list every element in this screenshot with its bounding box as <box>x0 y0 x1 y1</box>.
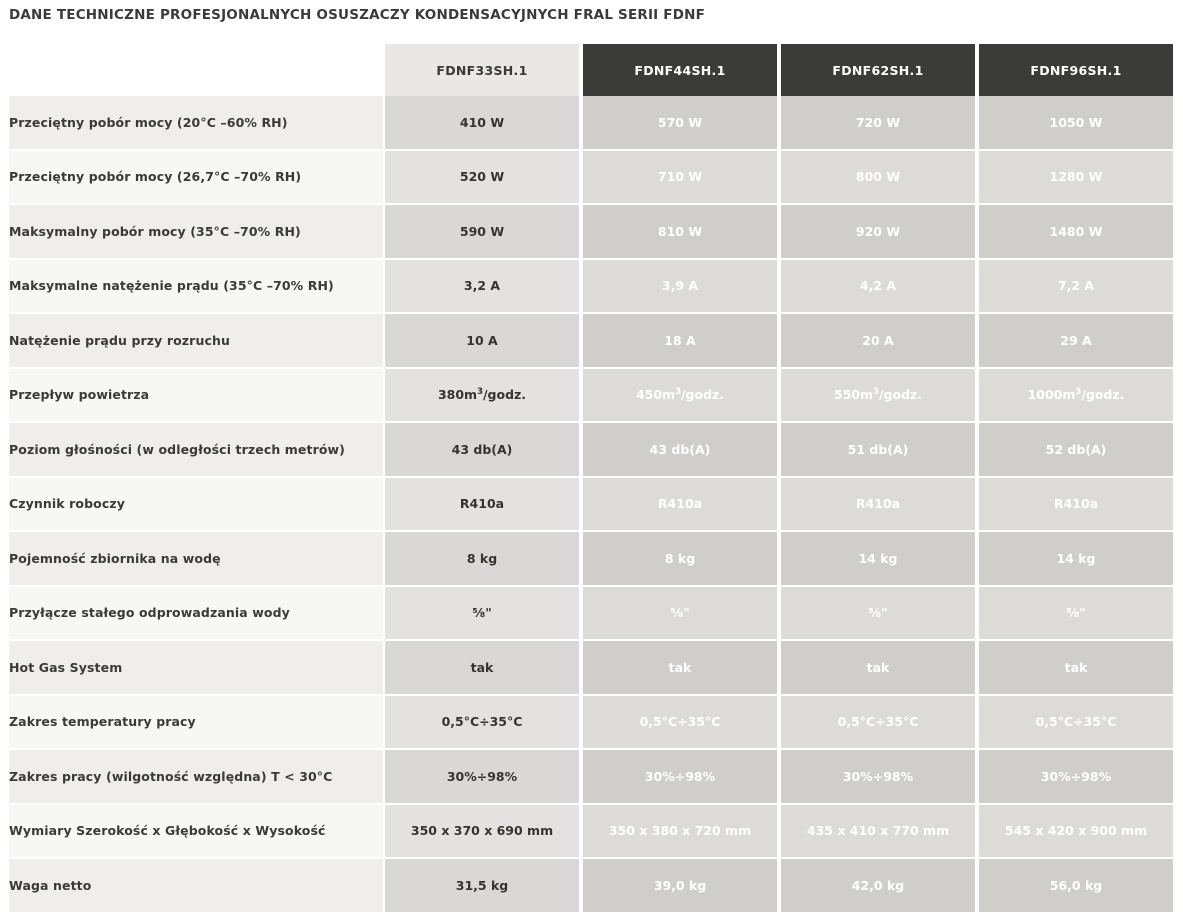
value-cell: 14 kg <box>779 532 977 587</box>
value-cell: 350 x 380 x 720 mm <box>581 805 779 860</box>
value-cell: $380m^3$/godz. <box>383 369 581 424</box>
table-row <box>9 260 1175 315</box>
value-cell: tak <box>779 641 977 696</box>
value-cell: 30%÷98% <box>581 750 779 805</box>
row-label: Maksymalne natężenie prądu (35°C –70% RH) <box>9 260 383 315</box>
value-cell: ⅝" <box>383 587 581 642</box>
table-header <box>9 44 1175 96</box>
value-cell: 39,0 kg <box>581 859 779 913</box>
row-label: Przyłącze stałego odprowadzania wody <box>9 587 383 642</box>
value-cell: 570 W <box>581 96 779 151</box>
value-cell: 1480 W <box>977 205 1175 260</box>
value-cell: 0,5°C÷35°C <box>779 696 977 751</box>
value-cell: 720 W <box>779 96 977 151</box>
model-header-0: FDNF33SH.1 <box>383 44 581 96</box>
table-row <box>9 641 1175 696</box>
value-cell: 1050 W <box>977 96 1175 151</box>
row-label: Przeciętny pobór mocy (20°C –60% RH) <box>9 96 383 151</box>
row-label: Pojemność zbiornika na wodę <box>9 532 383 587</box>
value-cell: $450m^3$/godz. <box>581 369 779 424</box>
value-cell: 0,5°C÷35°C <box>581 696 779 751</box>
table-body <box>9 96 1175 913</box>
value-cell: 520 W <box>383 151 581 206</box>
row-label: Natężenie prądu przy rozruchu <box>9 314 383 369</box>
value-cell: 1280 W <box>977 151 1175 206</box>
value-cell: 43 db(A) <box>581 423 779 478</box>
row-label: Hot Gas System <box>9 641 383 696</box>
value-cell: $550m^3$/godz. <box>779 369 977 424</box>
value-cell: 14 kg <box>977 532 1175 587</box>
value-cell: 20 A <box>779 314 977 369</box>
table-row <box>9 859 1175 913</box>
model-header-3: FDNF96SH.1 <box>977 44 1175 96</box>
value-cell: 8 kg <box>581 532 779 587</box>
value-cell: 30%÷98% <box>977 750 1175 805</box>
row-label: Zakres pracy (wilgotność względna) T < 30°C <box>9 750 383 805</box>
specifications-table <box>9 44 1175 913</box>
table-row <box>9 805 1175 860</box>
value-cell: 0,5°C÷35°C <box>383 696 581 751</box>
value-cell: 31,5 kg <box>383 859 581 913</box>
table-row <box>9 151 1175 206</box>
table-row <box>9 478 1175 533</box>
table-row <box>9 205 1175 260</box>
value-cell: 350 x 370 x 690 mm <box>383 805 581 860</box>
value-cell: 10 A <box>383 314 581 369</box>
table-row <box>9 532 1175 587</box>
row-label: Przepływ powietrza <box>9 369 383 424</box>
value-cell: 590 W <box>383 205 581 260</box>
page-title: DANE TECHNICZNE PROFESJONALNYCH OSUSZACZY KONDENSACYJNYCH FRAL SERII FDNF <box>9 7 706 23</box>
row-label: Poziom głośności (w odległości trzech metrów) <box>9 423 383 478</box>
value-cell: 43 db(A) <box>383 423 581 478</box>
value-cell: $1000m^3$/godz. <box>977 369 1175 424</box>
value-cell: ⅝" <box>581 587 779 642</box>
value-cell: 0,5°C÷35°C <box>977 696 1175 751</box>
value-cell: 51 db(A) <box>779 423 977 478</box>
value-cell: ⅝" <box>779 587 977 642</box>
value-cell: tak <box>581 641 779 696</box>
model-header-1: FDNF44SH.1 <box>581 44 779 96</box>
value-cell: R410a <box>383 478 581 533</box>
value-cell: 8 kg <box>383 532 581 587</box>
value-cell: 56,0 kg <box>977 859 1175 913</box>
table-header-row <box>9 44 1175 96</box>
value-cell: R410a <box>779 478 977 533</box>
value-cell: 42,0 kg <box>779 859 977 913</box>
row-label: Zakres temperatury pracy <box>9 696 383 751</box>
value-cell: 52 db(A) <box>977 423 1175 478</box>
value-cell: 3,9 A <box>581 260 779 315</box>
row-label: Przeciętny pobór mocy (26,7°C –70% RH) <box>9 151 383 206</box>
value-cell: 920 W <box>779 205 977 260</box>
value-cell: 18 A <box>581 314 779 369</box>
value-cell: 810 W <box>581 205 779 260</box>
value-cell: tak <box>383 641 581 696</box>
value-cell: 710 W <box>581 151 779 206</box>
value-cell: 30%÷98% <box>383 750 581 805</box>
value-cell: R410a <box>581 478 779 533</box>
value-cell: 29 A <box>977 314 1175 369</box>
table-row <box>9 96 1175 151</box>
value-cell: 4,2 A <box>779 260 977 315</box>
row-label: Wymiary Szerokość x Głębokość x Wysokość <box>9 805 383 860</box>
table-row <box>9 587 1175 642</box>
value-cell: 7,2 A <box>977 260 1175 315</box>
value-cell: R410a <box>977 478 1175 533</box>
table-corner-cell <box>9 44 383 96</box>
value-cell: 3,2 A <box>383 260 581 315</box>
row-label: Maksymalny pobór mocy (35°C –70% RH) <box>9 205 383 260</box>
row-label: Waga netto <box>9 859 383 913</box>
value-cell: 435 x 410 x 770 mm <box>779 805 977 860</box>
value-cell: 800 W <box>779 151 977 206</box>
value-cell: 30%÷98% <box>779 750 977 805</box>
table-row <box>9 314 1175 369</box>
value-cell: ⅝" <box>977 587 1175 642</box>
value-cell: tak <box>977 641 1175 696</box>
value-cell: 545 x 420 x 900 mm <box>977 805 1175 860</box>
table-row <box>9 750 1175 805</box>
value-cell: 410 W <box>383 96 581 151</box>
table-row <box>9 423 1175 478</box>
row-label: Czynnik roboczy <box>9 478 383 533</box>
table-row <box>9 696 1175 751</box>
table-row <box>9 369 1175 424</box>
model-header-2: FDNF62SH.1 <box>779 44 977 96</box>
